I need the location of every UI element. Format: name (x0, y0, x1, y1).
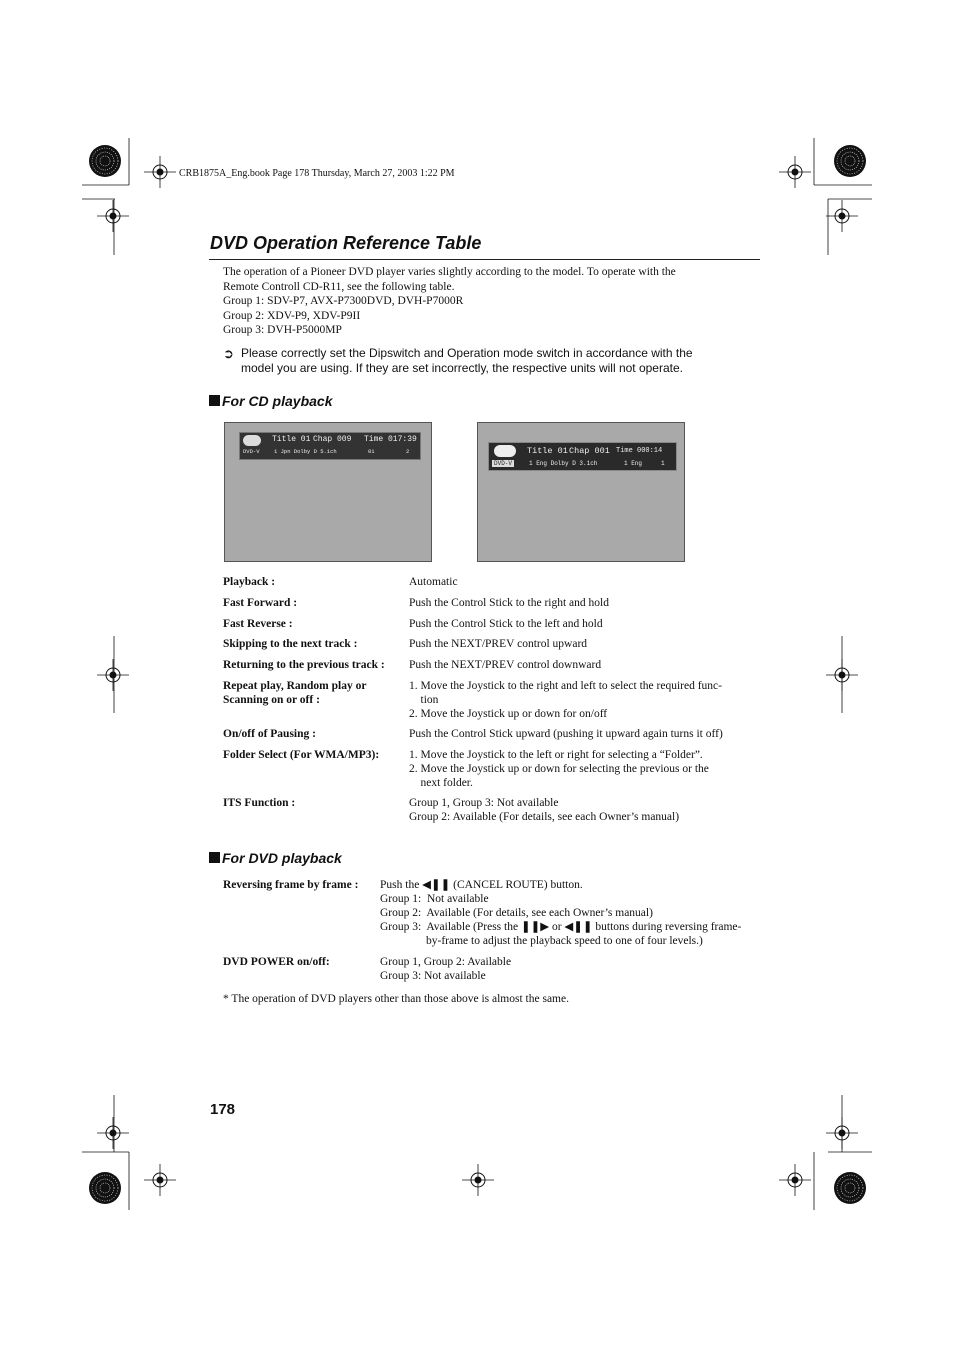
book-header: CRB1875A_Eng.book Page 178 Thursday, March 27, 2003 1:22 PM (179, 168, 455, 179)
status-bar (239, 432, 421, 460)
intro-line: Remote Controll CD-R11, see the following table. (223, 280, 455, 293)
title-rule (209, 259, 760, 260)
intro-line: The operation of a Pioneer DVD player varies slightly according to the model. To operate with the (223, 266, 676, 278)
page-number: 178 (210, 1101, 236, 1118)
square-bullet-icon (209, 852, 220, 863)
row-label: DVD POWER on/off: (223, 956, 330, 968)
note-block (223, 346, 763, 376)
row-value: Group 2: Available (For details, see each Owner’s manual) (409, 811, 680, 823)
disc-icon (494, 445, 516, 457)
note-line: model you are using. If they are set incorrectly, the respective units will not operate. (241, 361, 683, 375)
row-label: Fast Reverse : (223, 618, 293, 630)
display-screenshot-2 (477, 422, 685, 562)
row-label: Repeat play, Random play or (223, 680, 367, 692)
row-value: Group 1: Not available (380, 893, 489, 905)
row-value: Group 3: Available (Press the ❚❚▶ or ◀❚❚ buttons during reversing frame- (380, 921, 742, 933)
note-line: Please correctly set the Dipswitch and Operation mode switch in accordance with the (241, 346, 693, 360)
row-value: Group 1, Group 3: Not available (409, 797, 559, 809)
row-value: next folder. (409, 777, 473, 789)
row-value: 2. Move the Joystick up or down for selecting the previous or the (409, 763, 709, 775)
angle-readout: 1 (661, 460, 665, 467)
cd-section-heading: For CD playback (209, 393, 332, 409)
row-value: Push the NEXT/PREV control upward (409, 638, 588, 650)
row-value: 1. Move the Joystick to the right and left to select the required func- (409, 680, 722, 692)
row-label: Reversing frame by frame : (223, 879, 359, 891)
row-label: Playback : (223, 576, 276, 588)
row-label: Fast Forward : (223, 597, 298, 609)
intro-line: Group 2: XDV-P9, XDV-P9II (223, 309, 361, 322)
time-readout: Time 017:39 (364, 435, 417, 444)
row-label: Returning to the previous track : (223, 659, 385, 671)
title-readout: Title 01 (272, 435, 311, 444)
dvd-section-heading: For DVD playback (209, 850, 342, 866)
title-readout: Title 01 (527, 446, 568, 456)
subtitle-readout: 01 (368, 448, 375, 455)
row-value: 2. Move the Joystick up or down for on/off (409, 708, 608, 720)
row-value: Push the Control Stick upward (pushing it upward again turns it off) (409, 728, 723, 740)
row-label: Folder Select (For WMA/MP3): (223, 749, 380, 761)
audio-readout: 1 Eng Dolby D 3.1ch (529, 460, 598, 467)
subtitle-readout: 1 Eng (624, 460, 643, 467)
row-value: Push the Control Stick to the left and hold (409, 618, 603, 630)
status-bar (488, 442, 677, 471)
row-value: Push the ◀❚❚ (CANCEL ROUTE) button. (380, 879, 583, 891)
row-value: 1. Move the Joystick to the left or right for selecting a “Folder”. (409, 749, 703, 761)
footnote: * The operation of DVD players other than those above is almost the same. (223, 993, 569, 1005)
intro-text (223, 265, 763, 338)
row-value: Automatic (409, 576, 458, 588)
display-screenshot-1 (224, 422, 432, 562)
page-title: DVD Operation Reference Table (210, 233, 482, 253)
row-value: Push the Control Stick to the right and hold (409, 597, 609, 609)
row-value: Push the NEXT/PREV control downward (409, 659, 602, 671)
row-value: Group 1, Group 2: Available (380, 956, 512, 968)
chap-readout: Chap 009 (313, 435, 352, 444)
row-value: Group 2: Available (For details, see each Owner’s manual) (380, 907, 653, 919)
intro-line: Group 3: DVH-P5000MP (223, 324, 342, 336)
square-bullet-icon (209, 395, 220, 406)
angle-readout: 2 (406, 448, 410, 455)
intro-line: Group 1: SDV-P7, AVX-P7300DVD, DVH-P7000R (223, 295, 464, 307)
row-label: ITS Function : (223, 797, 296, 809)
mode-readout: DVD-V (243, 448, 260, 455)
row-label: Scanning on or off : (223, 694, 320, 706)
row-value: Group 3: Not available (380, 970, 486, 982)
arrow-note-icon: ➲ (223, 346, 234, 361)
time-readout: Time 000:14 (616, 447, 663, 455)
row-value: by-frame to adjust the playback speed to one of four levels.) (380, 935, 703, 947)
mode-readout: DVD-V (494, 460, 513, 467)
row-label: Skipping to the next track : (223, 638, 358, 650)
row-label: On/off of Pausing : (223, 728, 316, 740)
chap-readout: Chap 001 (569, 446, 610, 456)
row-value: tion (409, 694, 439, 706)
audio-readout: 1 Jpn Dolby D 5.1ch (274, 448, 337, 455)
disc-icon (243, 435, 261, 446)
